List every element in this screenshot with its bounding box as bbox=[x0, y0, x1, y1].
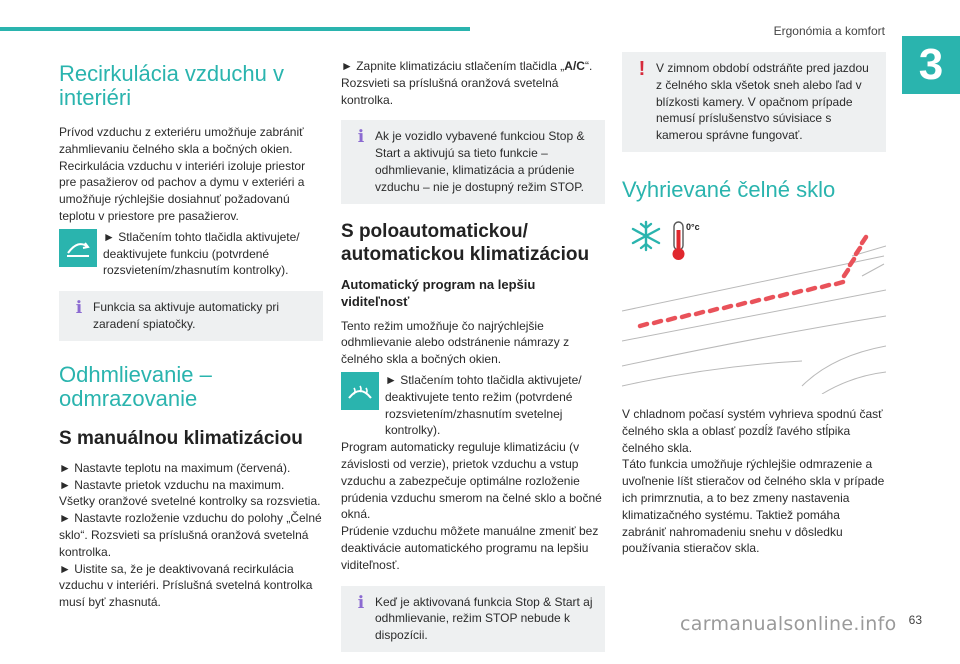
column-1 bbox=[59, 52, 323, 611]
paragraph-ac-button bbox=[341, 58, 605, 108]
paragraph-manual-change: Prúdenie vzduchu môžete manuálne zmeniť bez deaktivácie automatického programu na lepšiu viditeľnosť. bbox=[341, 524, 599, 572]
thermometer-icon bbox=[673, 222, 685, 260]
manual-steps-list bbox=[59, 460, 323, 611]
chapter-title: Ergonómia a komfort bbox=[773, 24, 885, 38]
recirculation-button-row bbox=[59, 229, 323, 279]
info-note-stop-start bbox=[341, 120, 605, 203]
ac-text-post: “. Rozsvieti sa príslušná oranžová svetelná kontrolka. bbox=[341, 59, 593, 107]
paragraph-heated-1: V chladnom počasí systém vyhrieva spodnú časť čelného skla a oblasť pozdĺž ľavého stĺpika čelného skla. bbox=[622, 406, 883, 455]
heading-semi-auto-ac: S poloautomatickou/ automatickou klimatizáciou bbox=[341, 220, 590, 265]
paragraph-program: Program automaticky reguluje klimatizáciu (v závislosti od verzie), prietok vzduchu a vstup vzduchu a zabezpečuje optimálne rozloženie prúdenia vzduchu smerom na čelné sklo a bočné okná. bbox=[341, 440, 602, 522]
manual-step: Všetky oranžové svetelné kontrolky sa rozsvietia. bbox=[59, 494, 321, 509]
manual-step: ► Nastavte prietok vzduchu na maximum. bbox=[59, 477, 285, 492]
info-note-stop-demist bbox=[341, 586, 605, 652]
header-accent-bar bbox=[0, 27, 470, 31]
page-number: 63 bbox=[908, 613, 922, 627]
manual-step: ► Nastavte teplotu na maximum (červená). bbox=[59, 460, 291, 475]
heading-heated-windscreen: Vyhrievané čelné sklo bbox=[622, 176, 836, 202]
paragraph-recirculation: Prívod vzduchu z exteriéru umožňuje zabrániť zahmlievaniu čelného skla a bočných okien. Recirkulácia vzduchu v interiéri izoluje priestor pre pasažierov od pachov a dymu v exteriéri a umožňuje rýchlejšie dosiahnuť požadovanú teplotu v priestore pre pasažierov. bbox=[59, 125, 306, 223]
ac-label: A/C bbox=[564, 59, 585, 73]
heated-windscreen-illustration bbox=[622, 216, 886, 394]
chapter-number-tab: 3 bbox=[902, 36, 960, 94]
info-icon: ℹ bbox=[357, 592, 365, 612]
warning-note-camera-text: V zimnom období odstráňte pred jazdou z čelného skla všetok sneh alebo ľad v blízkosti kamery. V opačnom prípade nemusí príslušenstvo súvisiace s kamerou správne fungovať. bbox=[656, 61, 869, 143]
info-note-reverse bbox=[59, 291, 323, 341]
recirculation-button-text: ► Stlačením tohto tlačidla aktivujete/ deaktivujete funkciu (potvrdené rozsvietením/zhasnutím kontrolky). bbox=[103, 229, 300, 278]
windscreen-button-row bbox=[341, 372, 605, 439]
info-icon: ℹ bbox=[75, 298, 83, 318]
info-icon: ℹ bbox=[357, 127, 365, 147]
warning-note-camera bbox=[622, 52, 886, 152]
info-note-stop-start-text: Ak je vozidlo vybavené funkciou Stop & Start a aktivujú sa tieto funkcie – odhmlievanie, klimatizácia a prúdenie vzduchu – nie je dostupný režim STOP. bbox=[375, 129, 585, 194]
temperature-label: 0°c bbox=[686, 221, 700, 232]
heading-recirculation: Recirkulácia vzduchu v interiéri bbox=[59, 61, 284, 110]
info-note-reverse-text: Funkcia sa aktivuje automaticky pri zaradení spiatočky. bbox=[93, 300, 280, 331]
paragraph-visibility-program: Tento režim umožňuje čo najrýchlejšie odhmlievanie alebo odstránenie námrazy z čelného skla a bočných okien. bbox=[341, 318, 570, 367]
recirculation-icon bbox=[59, 229, 97, 267]
ac-text-pre: ► Zapnite klimatizáciu stlačením tlačidla „ bbox=[341, 59, 565, 73]
column-3 bbox=[622, 52, 886, 557]
manual-step: ► Uistite sa, že je deaktivovaná recirkulácia vzduchu v interiéri. Príslušná svetelná kontrolka musí byť zhasnutá. bbox=[59, 561, 313, 610]
manual-step: ► Nastavte rozloženie vzduchu do polohy „Čelné sklo“. Rozsvieti sa príslušná oranžová svetelná kontrolka. bbox=[59, 511, 322, 559]
paragraph-heated-2: Táto funkcia umožňuje rýchlejšie odmrazenie a uvoľnenie líšt stieračov od čelného skla v prípade ich primrznutia, a to bez zmeny nastavenia klimatizačného systému. Taktiež pomáha zabrániť nahromadeniu snehu v dôsledku používania stieračov skla. bbox=[622, 457, 885, 556]
windscreen-button-text: ► Stlačením tohto tlačidla aktivujete/ deaktivujete tento režim (potvrdené rozsvietením/zhasnutím svetelnej kontrolky). bbox=[385, 372, 582, 438]
snowflake-icon bbox=[633, 222, 659, 250]
heading-visibility-program: Automatický program na lepšiu viditeľnosť bbox=[341, 276, 536, 309]
info-note-stop-demist-text: Keď je aktivovaná funkcia Stop & Start aj odhmlievanie, režim STOP nebude k dispozícii. bbox=[375, 594, 593, 643]
watermark: carmanualsonline.info bbox=[680, 613, 897, 635]
warning-icon: ! bbox=[638, 58, 646, 80]
heading-demisting: Odhmlievanie – odmrazovanie bbox=[59, 361, 212, 411]
windscreen-defrost-icon bbox=[341, 372, 379, 410]
column-2 bbox=[341, 58, 605, 664]
heading-manual-ac: S manuálnou klimatizáciou bbox=[59, 427, 303, 449]
